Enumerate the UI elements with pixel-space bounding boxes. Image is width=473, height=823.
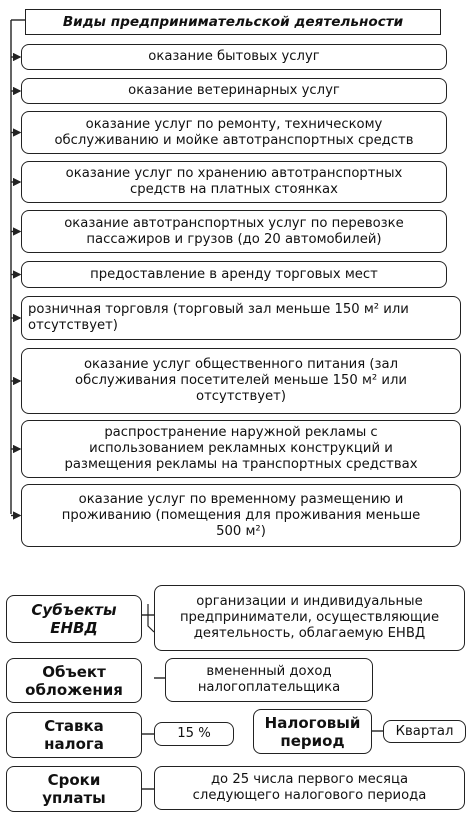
subjects-label: Субъекты ЕНВД	[6, 595, 142, 643]
activity-box: оказание услуг по ремонту, техническому обслуживанию и мойке автотранспортных средств	[21, 111, 447, 154]
activity-box: оказание ветеринарных услуг	[21, 78, 447, 104]
period-label: Налоговый период	[253, 709, 372, 754]
deadline-text: до 25 числа первого месяца следующего налогового периода	[154, 766, 465, 810]
activity-box: розничная торговля (торговый зал меньше 150 м² или отсутствует)	[21, 296, 461, 340]
activity-box: предоставление в аренду торговых мест	[21, 261, 447, 288]
activity-box: оказание услуг по хранению автотранспортных средств на платных стоянках	[21, 161, 447, 203]
object-text: вмененный доход налогоплательщика	[165, 658, 373, 702]
rate-value: 15 %	[154, 722, 234, 746]
activity-box: оказание услуг общественного питания (зал обслуживания посетителей меньше 150 м² или отсутствует)	[21, 348, 461, 414]
diagram-title: Виды предпринимательской деятельности	[25, 9, 441, 35]
period-value: Квартал	[383, 720, 466, 743]
object-label: Объект обложения	[6, 658, 142, 703]
activity-box: оказание автотранспортных услуг по перевозке пассажиров и грузов (до 20 автомобилей)	[21, 210, 447, 253]
subjects-text: организации и индивидуальные предприниматели, осуществляющие деятельность, облагаемую ЕНВД	[154, 585, 465, 651]
activity-box: распространение наружной рекламы с использованием рекламных конструкций и размещения рекламы на транспортных средствах	[21, 420, 461, 478]
activity-box: оказание услуг по временному размещению и проживанию (помещения для проживания меньше 500 м²)	[21, 484, 461, 547]
deadline-label: Сроки уплаты	[6, 766, 142, 812]
rate-label: Ставка налога	[6, 712, 142, 758]
activity-box: оказание бытовых услуг	[21, 44, 447, 70]
